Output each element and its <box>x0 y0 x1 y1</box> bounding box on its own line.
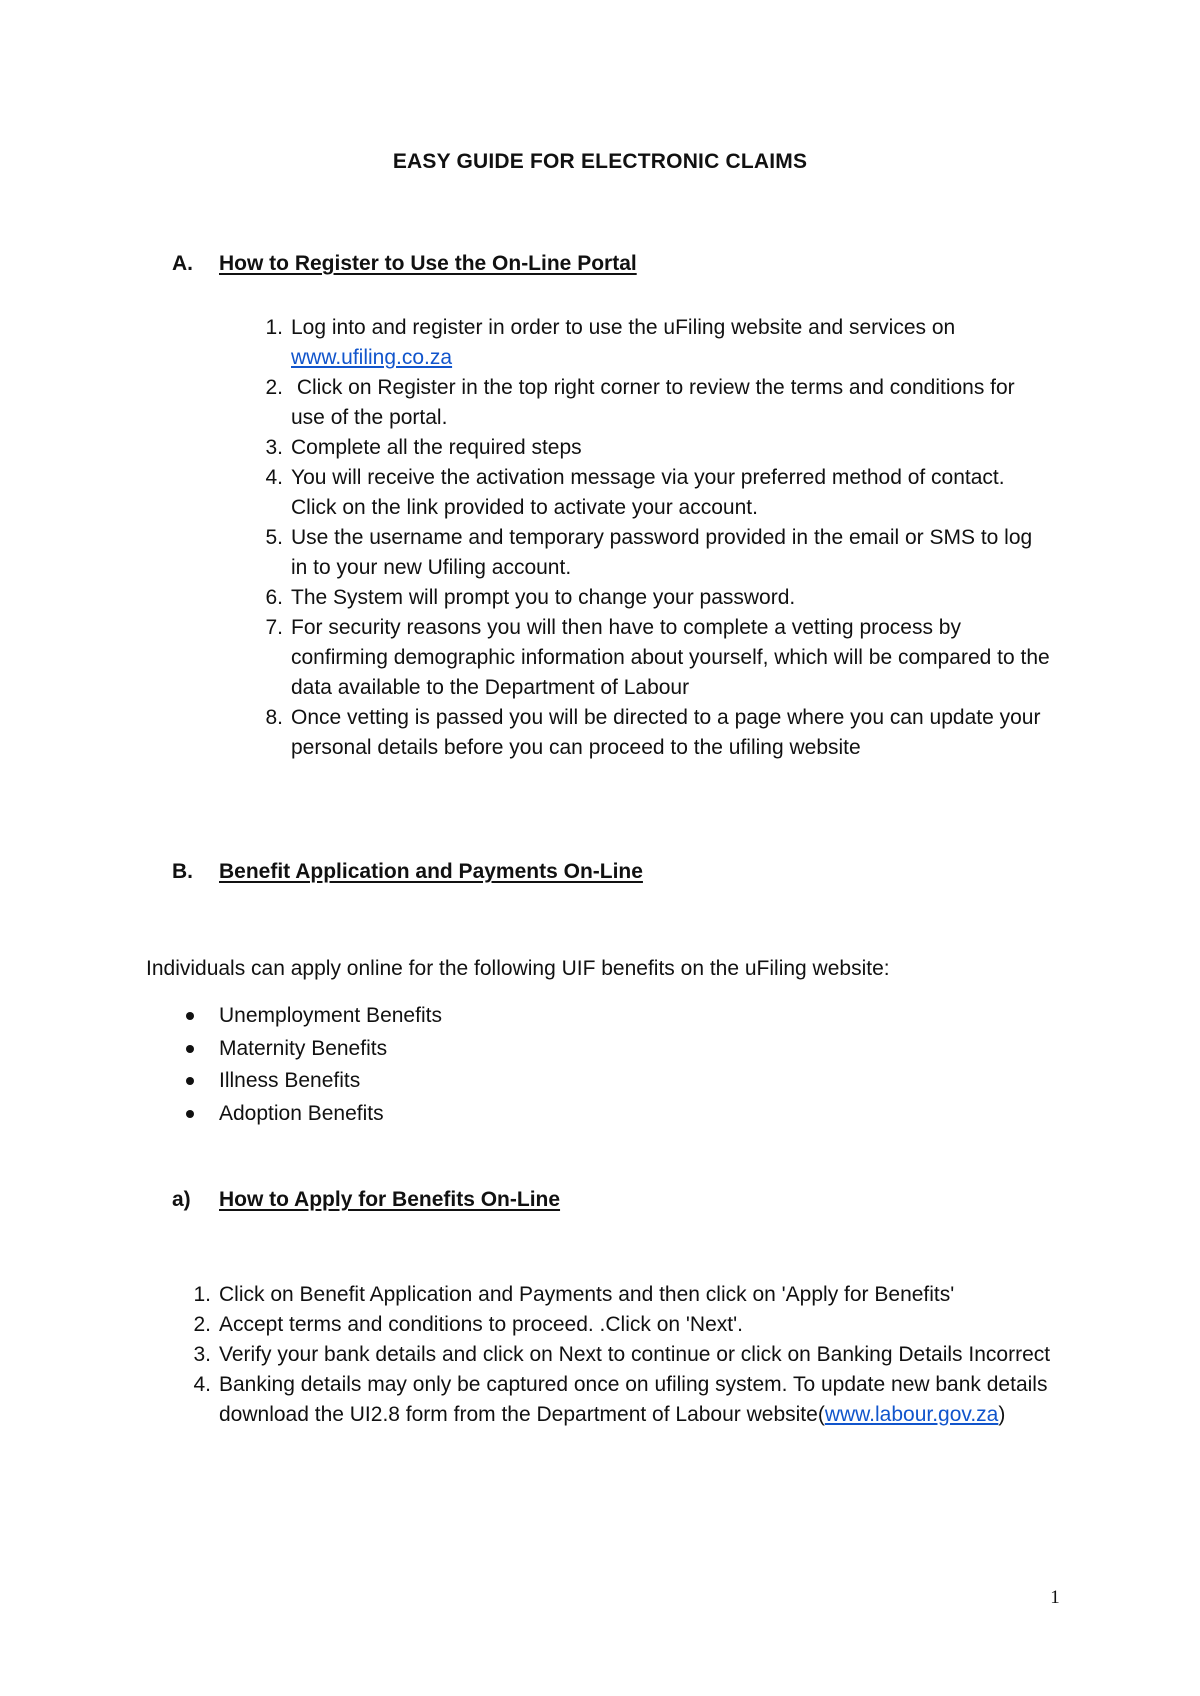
list-item <box>193 1340 1079 1370</box>
list-item <box>265 703 1051 763</box>
subsection-a-title: How to Apply for Benefits On-Line <box>219 1188 561 1211</box>
bullet-icon <box>186 1045 194 1053</box>
item-number: 4. <box>265 466 283 489</box>
list-item <box>265 433 1051 463</box>
item-number: 6. <box>265 586 283 609</box>
subsection-a-marker: a) <box>172 1188 191 1211</box>
item-number: 2. <box>193 1313 211 1336</box>
list-item <box>265 313 1051 373</box>
item-text: For security reasons you will then have to complete a vetting process by confirming demographic information about yourself, which will be compared to the data available to the Department of Labour <box>291 616 1056 699</box>
list-item <box>265 583 1051 613</box>
list-item <box>265 613 1056 703</box>
benefit-label: Unemployment Benefits <box>219 1004 442 1027</box>
list-item <box>193 1370 1079 1430</box>
benefits-list <box>219 1000 442 1130</box>
item-text: Accept terms and conditions to proceed. .Click on 'Next'. <box>219 1313 743 1336</box>
benefit-item <box>219 1098 442 1131</box>
apply-steps-list <box>193 1280 1079 1430</box>
item-text: Complete all the required steps <box>291 436 582 459</box>
list-item <box>193 1280 1079 1310</box>
benefit-item <box>219 1033 442 1066</box>
section-b-marker: B. <box>172 860 193 883</box>
item-number: 3. <box>265 436 283 459</box>
item-number: 4. <box>193 1373 211 1396</box>
item-text: Banking details may only be captured once on ufiling system. To update new bank details download the UI2.8 form from the Department of Labour website( <box>219 1373 1054 1426</box>
list-item <box>265 463 1051 523</box>
bullet-icon <box>186 1012 194 1020</box>
item-number: 1. <box>193 1283 211 1306</box>
bullet-icon <box>186 1077 194 1085</box>
benefit-item <box>219 1000 442 1033</box>
section-a-marker: A. <box>172 252 193 275</box>
registration-steps-list <box>265 313 1056 763</box>
benefit-item <box>219 1065 442 1098</box>
item-text-suffix: ) <box>998 1403 1006 1426</box>
item-number: 5. <box>265 526 283 549</box>
item-text: Use the username and temporary password provided in the email or SMS to log in to your new Ufiling account. <box>291 526 1039 579</box>
benefit-label: Adoption Benefits <box>219 1101 384 1125</box>
item-number: 8. <box>265 706 283 729</box>
bullet-icon <box>186 1110 194 1118</box>
item-number: 2. <box>265 376 283 399</box>
list-item <box>265 373 1051 433</box>
section-a-title: How to Register to Use the On-Line Portal <box>219 252 637 275</box>
item-number: 1. <box>265 316 283 339</box>
item-text: Verify your bank details and click on Next to continue or click on Banking Details Incorrect <box>219 1343 1051 1366</box>
list-item <box>265 523 1051 583</box>
benefit-label: Maternity Benefits <box>219 1036 388 1060</box>
website-link[interactable]: www.labour.gov.za <box>824 1403 999 1426</box>
list-item <box>193 1310 1079 1340</box>
subsection-a-heading <box>172 1188 560 1212</box>
item-text: The System will prompt you to change your password. <box>291 586 796 609</box>
item-text: Log into and register in order to use the uFiling website and services on <box>291 316 962 339</box>
item-text: Once vetting is passed you will be directed to a page where you can update your personal details before you can proceed to the ufiling website <box>291 706 1047 759</box>
item-text: Click on Benefit Application and Payments and then click on 'Apply for Benefits' <box>219 1283 955 1306</box>
page-number: 1 <box>1050 1587 1060 1608</box>
item-number: 3. <box>193 1343 211 1366</box>
section-b-title: Benefit Application and Payments On-Line <box>219 860 643 883</box>
item-text: You will receive the activation message via your preferred method of contact. Click on the link provided to activate your account. <box>291 466 1011 519</box>
document-title: EASY GUIDE FOR ELECTRONIC CLAIMS <box>392 150 808 173</box>
website-link[interactable]: www.ufiling.co.za <box>291 346 453 369</box>
section-a-heading <box>172 252 637 276</box>
item-text: Click on Register in the top right corner to review the terms and conditions for use of the portal. <box>291 376 1021 429</box>
item-number: 7. <box>265 616 283 639</box>
benefits-intro: Individuals can apply online for the following UIF benefits on the uFiling website: <box>146 957 890 980</box>
section-b-heading <box>172 860 643 884</box>
benefit-label: Illness Benefits <box>219 1069 361 1092</box>
